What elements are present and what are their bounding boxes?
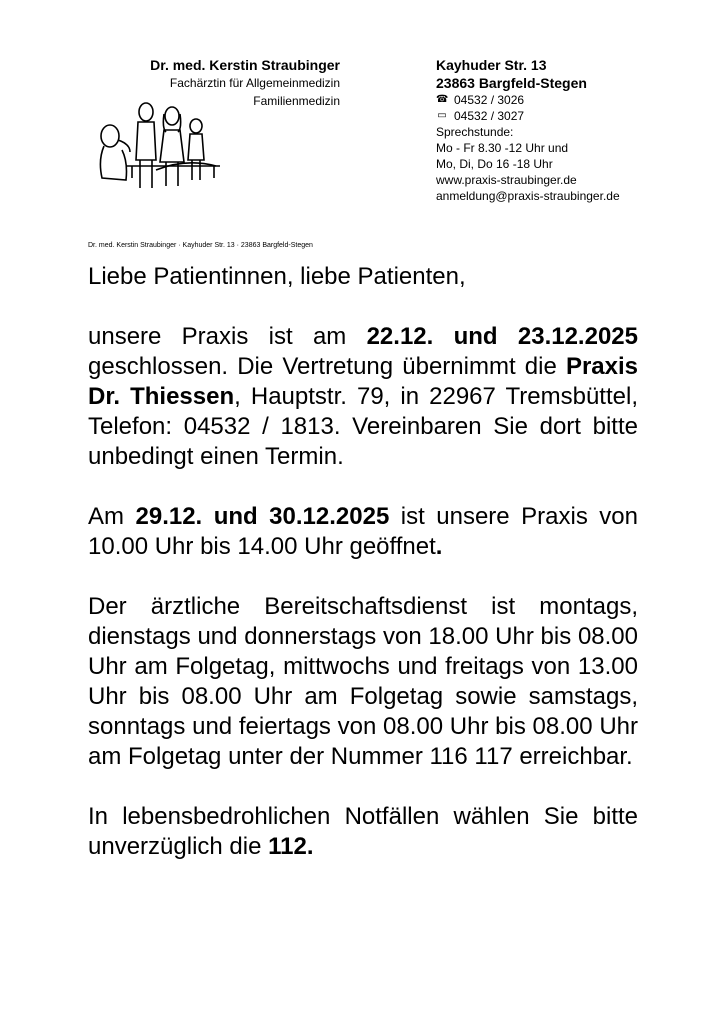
sender-line: Dr. med. Kerstin Straubinger · Kayhuder Str. 13 · 23863 Bargfeld-Stegen xyxy=(88,242,313,249)
phone-line xyxy=(436,92,716,108)
phone-number: 04532 / 3026 xyxy=(454,93,525,107)
doctor-name: Dr. med. Kerstin Straubinger xyxy=(150,57,340,73)
paragraph-emergency xyxy=(88,802,638,862)
paragraph-open-days xyxy=(88,502,638,562)
emergency-dot: . xyxy=(306,833,314,860)
subspecialty: Familienmedizin xyxy=(253,94,340,108)
logo-figure-child-head xyxy=(190,119,202,133)
email: anmeldung@praxis-straubinger.de xyxy=(436,189,620,203)
logo-figure-woman-head xyxy=(165,107,179,125)
logo-figure-left-body xyxy=(100,146,126,180)
hours-line-2: Mo, Di, Do 16 -18 Uhr xyxy=(436,157,553,171)
website: www.praxis-straubinger.de xyxy=(436,173,577,187)
family-logo xyxy=(96,100,236,196)
substitute-practice: Praxis Dr. Thiessen xyxy=(88,353,638,410)
logo-figure-adult-head xyxy=(139,103,153,121)
closure-text-b: geschlossen. Die Vertretung übernimmt die xyxy=(88,353,566,380)
hours-line-1: Mo - Fr 8.30 -12 Uhr und xyxy=(436,141,569,155)
letterhead-right xyxy=(436,56,716,204)
logo-figure-left-head xyxy=(101,125,119,147)
open-text-a: Am xyxy=(88,503,136,530)
logo-figure-adult-body xyxy=(136,122,156,160)
closure-dates: 22.12. und 23.12.2025 xyxy=(366,323,638,350)
fax-line xyxy=(436,108,716,124)
address-city: 23863 Bargfeld-Stegen xyxy=(436,75,587,91)
emergency-number: 112 xyxy=(268,833,307,860)
open-dot: . xyxy=(435,533,443,560)
salutation: Liebe Patientinnen, liebe Patienten, xyxy=(88,263,466,290)
open-text-b: ist unsere Praxis von 10.00 Uhr bis 14.00 Uhr geöffnet xyxy=(88,503,638,560)
address-street: Kayhuder Str. 13 xyxy=(436,57,547,73)
paragraph-closure xyxy=(88,322,638,472)
phone-icon: ☎ xyxy=(436,94,449,105)
hours-label: Sprechstunde: xyxy=(436,125,514,139)
paragraph-emergency-service: Der ärztliche Bereitschaftsdienst ist montags, dienstags und donnerstags von 18.00 Uhr bis 08.00 Uhr am Folgetag, mittwochs und freitags von 13.00 Uhr bis 08.00 Uhr am Folgetag sowie samstags, sonntags und feiertags von 08.00 Uhr bis 08.00 Uhr am Folgetag unter der Nummer 116 117 erreichbar. xyxy=(88,593,638,770)
open-dates: 29.12. und 30.12.2025 xyxy=(135,503,390,530)
emergency-text: In lebensbedrohlichen Notfällen wählen Sie bitte unverzüglich die xyxy=(88,803,638,860)
fax-icon: ▭ xyxy=(437,110,447,121)
closure-text-c: , Hauptstr. 79, in 22967 Tremsbüttel, Telefon: 04532 / 1813. Vereinbaren Sie dort bitte unbedingt einen Termin. xyxy=(88,383,638,470)
letter-body xyxy=(88,262,638,862)
specialty: Fachärztin für Allgemeinmedizin xyxy=(169,76,340,90)
fax-number: 04532 / 3027 xyxy=(454,109,525,123)
logo-figure-child-body xyxy=(188,134,204,160)
logo-figure-woman-body xyxy=(160,130,184,162)
closure-text-a: unsere Praxis ist am xyxy=(88,323,367,350)
